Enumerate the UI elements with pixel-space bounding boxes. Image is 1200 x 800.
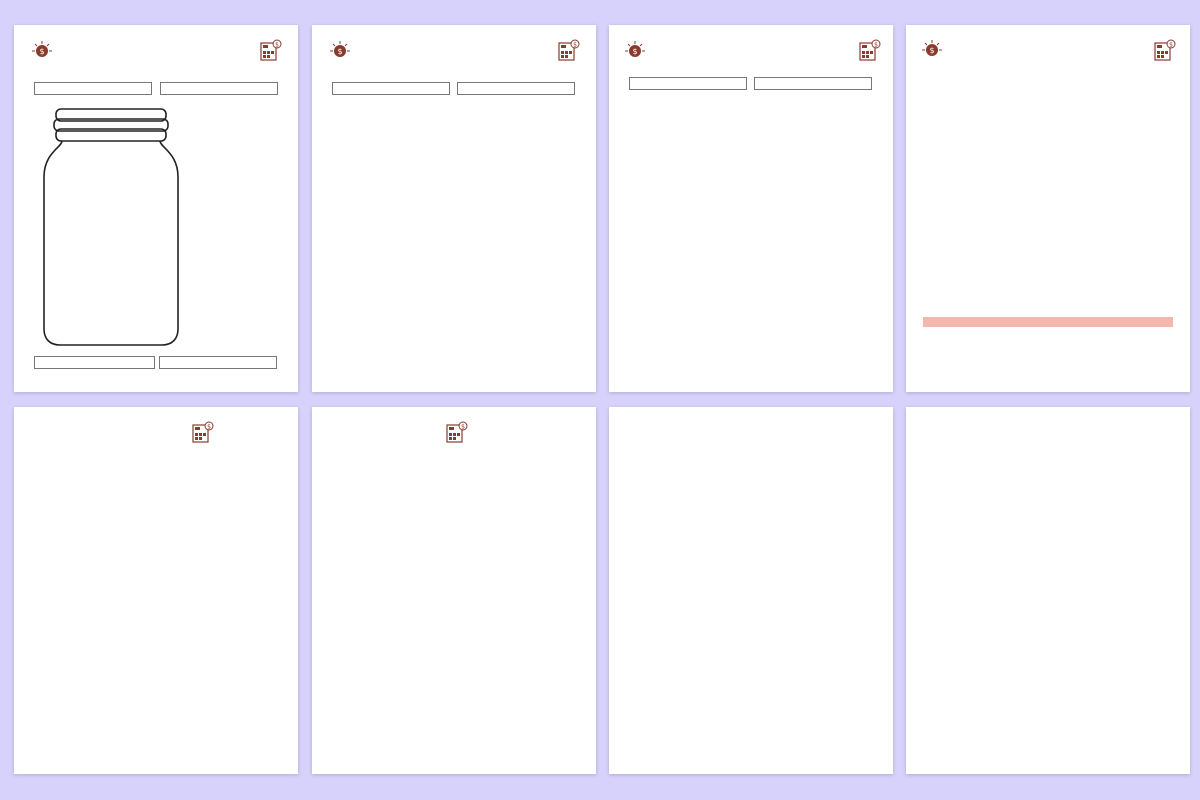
svg-text:$: $ bbox=[874, 41, 878, 49]
svg-text:$: $ bbox=[929, 46, 935, 55]
calculator-icon bbox=[1154, 39, 1176, 65]
page-q3-q4 bbox=[609, 407, 893, 774]
jar-illustration bbox=[42, 107, 180, 351]
page-upcoming-expenses bbox=[14, 407, 298, 774]
goal-input[interactable] bbox=[332, 82, 450, 95]
calculator-icon bbox=[192, 421, 214, 447]
money-bag-icon bbox=[922, 40, 942, 64]
page-1000-challenge bbox=[609, 25, 893, 392]
page-saving-jar bbox=[14, 25, 298, 392]
svg-text:$: $ bbox=[461, 423, 465, 431]
notes-header bbox=[923, 317, 1173, 327]
svg-text:$: $ bbox=[1169, 41, 1173, 49]
page-yearly-income bbox=[312, 407, 596, 774]
each-plane-input[interactable] bbox=[160, 82, 278, 95]
money-bag-icon bbox=[625, 41, 645, 65]
svg-text:$: $ bbox=[632, 47, 638, 56]
svg-text:$: $ bbox=[39, 47, 45, 56]
money-bag-icon bbox=[32, 41, 52, 65]
calculator-icon bbox=[558, 39, 580, 65]
page-q1-q2 bbox=[906, 407, 1190, 774]
starting-date-input[interactable] bbox=[34, 356, 155, 369]
calculator-icon bbox=[260, 39, 282, 65]
end-date-input[interactable] bbox=[159, 356, 277, 369]
page-500-challenge bbox=[312, 25, 596, 392]
each-plane-input[interactable] bbox=[457, 82, 575, 95]
svg-text:$: $ bbox=[573, 41, 577, 49]
calculator-icon bbox=[446, 421, 468, 447]
money-bag-icon bbox=[330, 41, 350, 65]
svg-text:$: $ bbox=[275, 41, 279, 49]
page-52-week bbox=[906, 25, 1190, 392]
calculator-icon bbox=[859, 39, 881, 65]
goal-input[interactable] bbox=[34, 82, 152, 95]
each-plane-input[interactable] bbox=[754, 77, 872, 90]
goal-input[interactable] bbox=[629, 77, 747, 90]
svg-text:$: $ bbox=[207, 423, 211, 431]
svg-text:$: $ bbox=[337, 47, 343, 56]
